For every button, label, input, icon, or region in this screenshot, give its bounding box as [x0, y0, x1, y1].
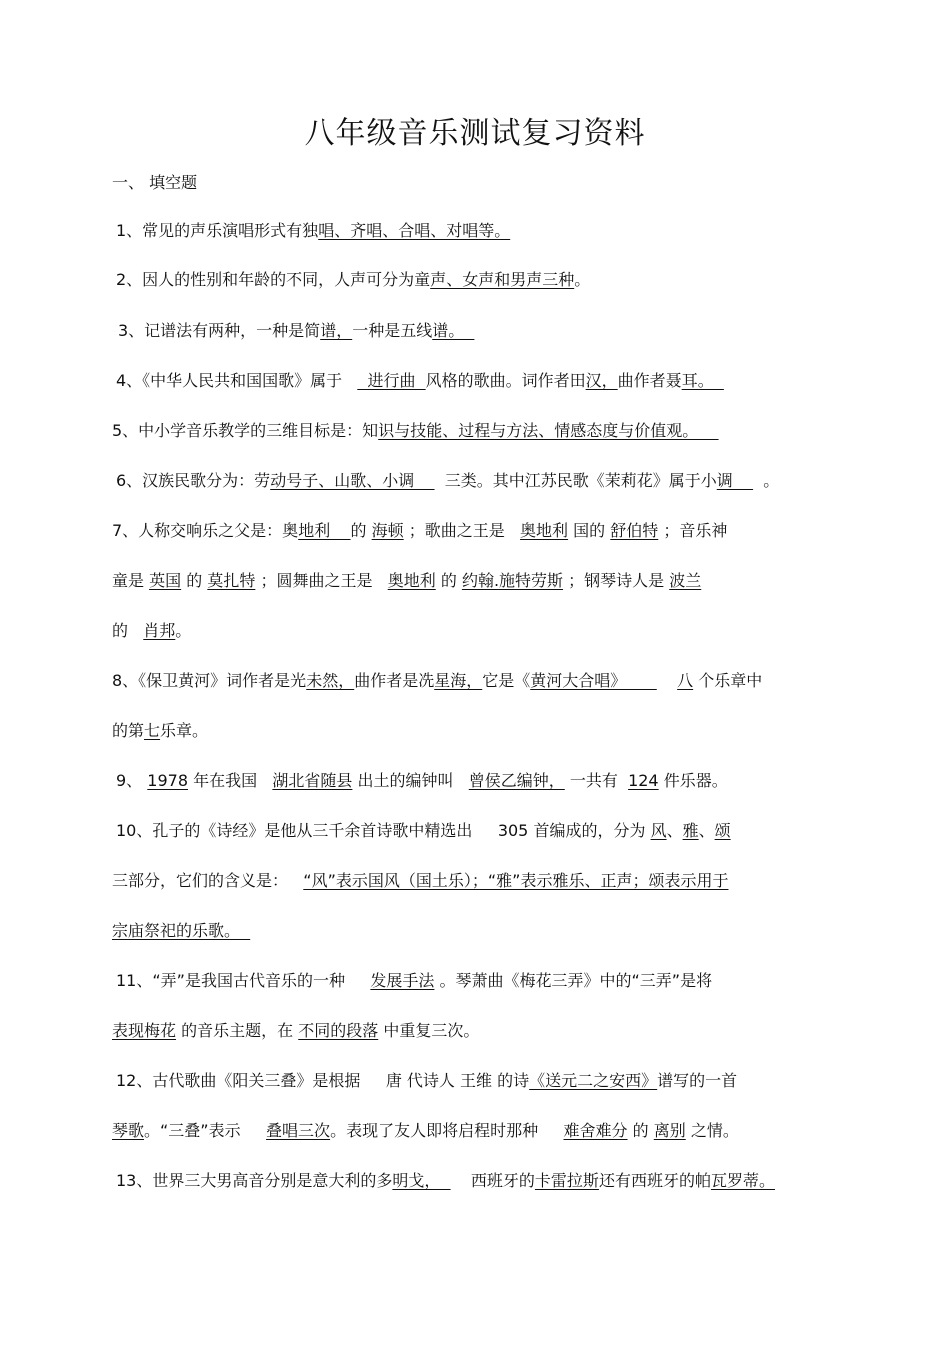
q2-end: 。 — [574, 270, 591, 289]
q12-answer-5: 叠唱三次 — [266, 1121, 331, 1140]
q1-answer: 唱、齐唱、合唱、对唱等。 — [318, 221, 511, 240]
question-7-line-3 — [112, 620, 191, 642]
q8-answer-2: 星海， — [434, 671, 483, 690]
q9-answer-3: 曾侯乙编钟， — [468, 771, 565, 790]
question-12-line-2 — [112, 1120, 739, 1142]
question-10-line-1 — [116, 820, 731, 842]
q8-answer-5: 七 — [144, 721, 161, 740]
q9-text-3: 出土的编钟叫 — [357, 771, 454, 790]
q10-sep-1: 、 — [666, 821, 683, 840]
q10-answer-1: 风 — [650, 821, 667, 840]
q13-text: 13、世界三大男高音分别是意大利的多 — [116, 1171, 393, 1190]
q8-end: 乐章。 — [160, 721, 209, 740]
section-heading: 一、 填空题 — [112, 173, 198, 192]
q7-text-11: 的 — [112, 621, 129, 640]
q2-answer: 声、女声和男声三种 — [430, 270, 575, 289]
question-2 — [116, 269, 590, 291]
q12-answer-4: 琴歌 — [112, 1121, 145, 1140]
q7-answer-3: 奥地利 — [520, 521, 569, 540]
q3-text-2: 一种是五线 — [352, 321, 433, 340]
question-7-line-1 — [112, 520, 727, 542]
q12-answer-3: 《送元二之安西》 — [529, 1071, 658, 1090]
q8-answer-4: 八 — [677, 671, 694, 690]
q13-answer-2: 卡雷拉斯 — [534, 1171, 599, 1190]
q5-answer: 识与技能、过程与方法、情感态度与价值观。 — [378, 421, 719, 440]
question-7-line-2 — [112, 570, 701, 592]
q12-text-6: 。表现了友人即将启程时那种 — [330, 1121, 539, 1140]
q4-text-3: 曲作者聂 — [617, 371, 682, 390]
q12-answer-6: 难舍难分 — [563, 1121, 628, 1140]
q10-text-2: 首编成的，分为 — [533, 821, 646, 840]
q7-answer-6: 莫扎特 — [207, 571, 256, 590]
q6-text-2: 三类。其中江苏民歌《茉莉花》属于小 — [434, 471, 717, 490]
q7-answer-2: 海顿 — [371, 521, 404, 540]
q8-answer-3: 黄河大合唱》 — [530, 671, 657, 690]
question-11-line-2 — [112, 1020, 479, 1042]
q13-answer-3: 瓦罗蒂。 — [710, 1171, 775, 1190]
q11-answer-3: 不同的段落 — [298, 1021, 379, 1040]
q7-text-10: ；钢琴诗人是 — [568, 571, 665, 590]
q11-answer-1: 发展手法 — [370, 971, 435, 990]
q10-sep-2: 、 — [698, 821, 715, 840]
q11-text-2: 。琴萧曲《梅花三弄》中的“三弄”是将 — [439, 971, 713, 990]
q12-answer-7: 离别 — [653, 1121, 686, 1140]
q12-text-3: 的诗 — [497, 1071, 530, 1090]
q7-end: 。 — [175, 621, 192, 640]
q1-text: 1、常见的声乐演唱形式有独 — [116, 221, 319, 240]
q12-text-2: 代诗人 — [406, 1071, 455, 1090]
q7-text-4: 国的 — [573, 521, 606, 540]
q7-text-3: ；歌曲之王是 — [408, 521, 505, 540]
q4-answer-3: 耳。 — [681, 371, 724, 390]
q11-text-3: 的音乐主题，在 — [181, 1021, 294, 1040]
q4-answer-2: 汉， — [585, 371, 618, 390]
q8-text-3: 它是《 — [482, 671, 531, 690]
q10-number: 305 — [497, 821, 529, 840]
question-12-line-1 — [116, 1070, 737, 1092]
q12-answer-2: 王维 — [460, 1071, 493, 1090]
q12-text-4: 谱写的一首 — [657, 1071, 738, 1090]
q7-text-9: 的 — [440, 571, 457, 590]
q7-answer-10: 肖邦 — [143, 621, 176, 640]
question-1 — [116, 220, 510, 242]
q10-answer-5: 宗庙祭祀的乐歌。 — [112, 921, 251, 940]
q9-answer-4: 124 — [628, 771, 659, 790]
question-5 — [112, 420, 719, 442]
q7-answer-8: 约翰.施特劳斯 — [461, 571, 564, 590]
q9-text-2: 年在我国 — [193, 771, 258, 790]
q6-answer-1: 动号子、山歌、小调 — [270, 471, 435, 490]
q8-answer-1: 未然， — [306, 671, 355, 690]
q12-text-5: 。“三叠”表示 — [144, 1121, 241, 1140]
q12-answer-1: 唐 — [385, 1071, 402, 1090]
question-10-line-3 — [112, 920, 250, 942]
q8-text: 8、《保卫黄河》词作者是光 — [112, 671, 307, 690]
q7-text-2: 的 — [350, 521, 367, 540]
question-10-line-2 — [112, 870, 728, 892]
q10-text-3: 三部分，它们的含义是： — [112, 871, 289, 890]
q10-answer-4: “风”表示国风（国土乐）；“雅”表示雅乐、正声；颂表示用于 — [303, 871, 729, 890]
question-9 — [116, 770, 728, 792]
q9-answer-2: 湖北省随县 — [272, 771, 353, 790]
page-title: 八年级音乐测试复习资料 — [304, 116, 646, 151]
q7-text-6: 童是 — [112, 571, 145, 590]
q7-text-5: ；音乐神 — [663, 521, 728, 540]
question-3 — [118, 320, 474, 342]
q7-text: 7、人称交响乐之父是：奥 — [112, 521, 299, 540]
q12-text: 12、古代歌曲《阳关三叠》是根据 — [116, 1071, 361, 1090]
q9-text: 9、 — [116, 771, 143, 790]
q7-text-8: ；圆舞曲之王是 — [260, 571, 373, 590]
q9-text-4: 一共有 — [569, 771, 618, 790]
q7-text-7: 的 — [186, 571, 203, 590]
q8-text-2: 曲作者是冼 — [354, 671, 435, 690]
q7-answer-9: 波兰 — [669, 571, 702, 590]
q6-text: 6、汉族民歌分为：劳 — [116, 471, 271, 490]
q12-text-7: 的 — [632, 1121, 649, 1140]
q11-text: 11、“弄”是我国古代音乐的一种 — [116, 971, 345, 990]
question-11-line-1 — [116, 970, 712, 992]
q10-answer-2: 雅 — [682, 821, 699, 840]
q7-answer-4: 舒伯特 — [610, 521, 659, 540]
q4-answer-1: 进行曲 — [357, 371, 426, 390]
q4-text-2: 风格的歌曲。词作者田 — [425, 371, 586, 390]
q3-text: 3、记谱法有两种，一种是简 — [118, 321, 321, 340]
q13-answer-1: 明戈， — [392, 1171, 451, 1190]
q5-text: 5、中小学音乐教学的三维目标是：知 — [112, 421, 379, 440]
q3-answer-2: 谱。 — [432, 321, 475, 340]
q7-answer-1: 地利 — [298, 521, 351, 540]
q4-text: 4、《中华人民共和国国歌》属于 — [116, 371, 343, 390]
question-6 — [116, 470, 779, 492]
question-8-line-2 — [112, 720, 208, 742]
q2-text: 2、因人的性别和年龄的不同，人声可分为童 — [116, 270, 431, 289]
q8-text-5: 的第 — [112, 721, 145, 740]
question-13 — [116, 1170, 775, 1192]
question-8-line-1 — [112, 670, 762, 692]
q9-end: 件乐器。 — [663, 771, 728, 790]
q12-end: 之情。 — [690, 1121, 739, 1140]
q13-text-3: 还有西班牙的帕 — [598, 1171, 711, 1190]
q10-answer-3: 颂 — [714, 821, 731, 840]
q7-answer-5: 英国 — [149, 571, 182, 590]
q11-text-4: 中重复三次。 — [383, 1021, 480, 1040]
q11-answer-2: 表现梅花 — [112, 1021, 177, 1040]
q8-text-4: 个乐章中 — [698, 671, 763, 690]
q6-answer-2: 调 — [716, 471, 754, 490]
q13-text-2: 西班牙的 — [470, 1171, 535, 1190]
q6-end: 。 — [753, 471, 780, 490]
q9-answer-1: 1978 — [147, 771, 188, 790]
q10-text: 10、孔子的《诗经》是他从三千余首诗歌中精选出 — [116, 821, 473, 840]
q3-answer-1: 谱， — [320, 321, 353, 340]
question-4 — [116, 370, 724, 392]
q7-answer-7: 奥地利 — [387, 571, 436, 590]
